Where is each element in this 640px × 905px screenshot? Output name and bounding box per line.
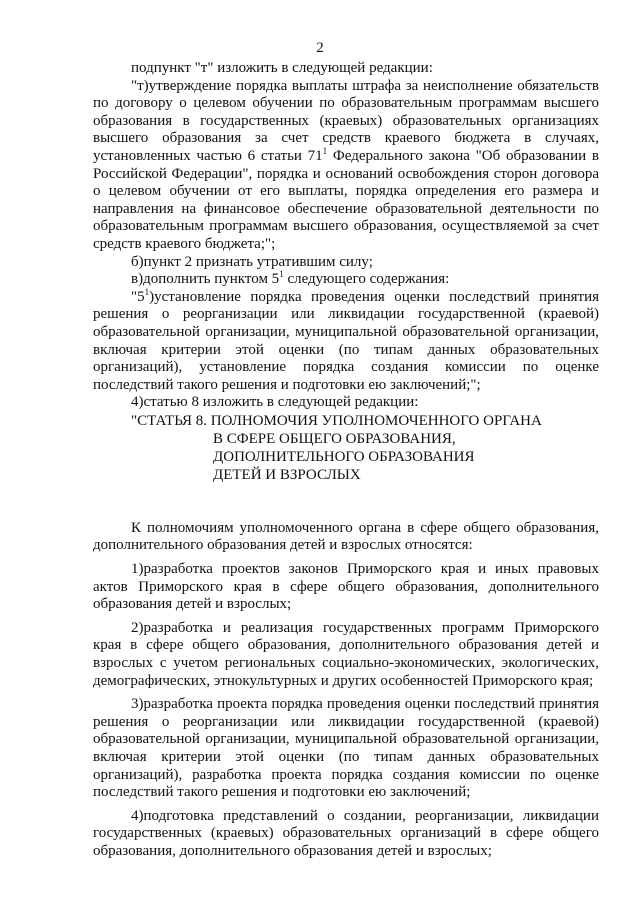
paragraph: подпункт "т" изложить в следующей редакции: bbox=[131, 60, 433, 76]
paragraph: б)пункт 2 признать утратившим силу; bbox=[131, 253, 373, 270]
paragraph-text: Федерального закона "Об образовании в Российской Федерации", порядка и оснований освобождения сторон договора о целевом обучении от его выплаты, порядка определения его размера и направления на финансовое обеспечение образовательной деятельности по образовательным программам высшего образования, осуществляемой за счет средств краевого бюджета;"; bbox=[93, 147, 599, 252]
paragraph-text: )установление порядка проведения оценки последствий принятия решения о реорганизации или ликвидации государственной (краевой) образовательной организации, муниципальной образовательной организации, включая критерии этой оценки (по типам данных образовательных организаций), установление порядка создания комиссии по оценке последствий такого решения и подготовки ею заключений;"; bbox=[93, 288, 599, 393]
article-paragraph: К полномочиям уполномоченного органа в сфере общего образования, дополнительного образования детей и взрослых относятся: bbox=[93, 519, 599, 554]
heading-line: ДЕТЕЙ И ВЗРОСЛЫХ bbox=[213, 466, 361, 483]
paragraph-text: в)дополнить пунктом 5 bbox=[131, 271, 280, 288]
heading-line: "СТАТЬЯ 8. ПОЛНОМОЧИЯ УПОЛНОМОЧЕННОГО ОРГАНА bbox=[131, 412, 542, 429]
paragraph-text: "т)утверждение порядка выплаты штрафа за неисполнение обязательств по договору о целевом обучении по образовательным программам высшего образования в государственных (краевых) образовательных организациях высшего образования за счет средств краевого бюджета в случаях, установленных частью 6 статьи 71 bbox=[93, 77, 599, 164]
paragraph-text: "5 bbox=[131, 288, 145, 305]
paragraph-text: следующего содержания: bbox=[283, 271, 450, 288]
article-paragraph: 2)разработка и реализация государственных программ Приморского края в сфере общего образования, дополнительного образования детей и взрослых с учетом региональных социально-экономических, экологических, демографических, этнокультурных и других особенностей Приморского края; bbox=[93, 619, 599, 689]
heading-line: В СФЕРЕ ОБЩЕГО ОБРАЗОВАНИЯ, bbox=[213, 430, 456, 447]
superscript: 1 bbox=[322, 145, 328, 156]
article-paragraph: 4)подготовка представлений о создании, реорганизации, ликвидации государственных (краевых) образовательных организаций в сфере общего образования, дополнительного образования детей и взрослых; bbox=[93, 807, 599, 859]
paragraph-5-1 bbox=[93, 286, 599, 395]
superscript: 1 bbox=[279, 269, 284, 280]
article-paragraph: 3)разработка проекта порядка проведения оценки последствий принятия решения о реорганизации или ликвидации государственной (краевой) образовательной организации, муниципальной образовательной организации, включая критерии этой оценки (по типам данных образовательных организаций), разработка проекта порядка создания комиссии по оценке последствий такого решения и подготовки ею заключений; bbox=[93, 696, 599, 801]
paragraph-t bbox=[93, 78, 599, 254]
heading-line: ДОПОЛНИТЕЛЬНОГО ОБРАЗОВАНИЯ bbox=[213, 448, 475, 465]
page-number: 2 bbox=[316, 40, 324, 56]
superscript: 1 bbox=[144, 286, 150, 297]
article-heading bbox=[93, 412, 599, 484]
paragraph bbox=[93, 271, 599, 289]
paragraph: 4)статью 8 изложить в следующей редакции: bbox=[131, 394, 419, 411]
document-body bbox=[93, 60, 599, 861]
article-paragraph: 1)разработка проектов законов Приморского края и иных правовых актов Приморского края в сфере общего образования, дополнительного образования детей и взрослых; bbox=[93, 561, 599, 613]
